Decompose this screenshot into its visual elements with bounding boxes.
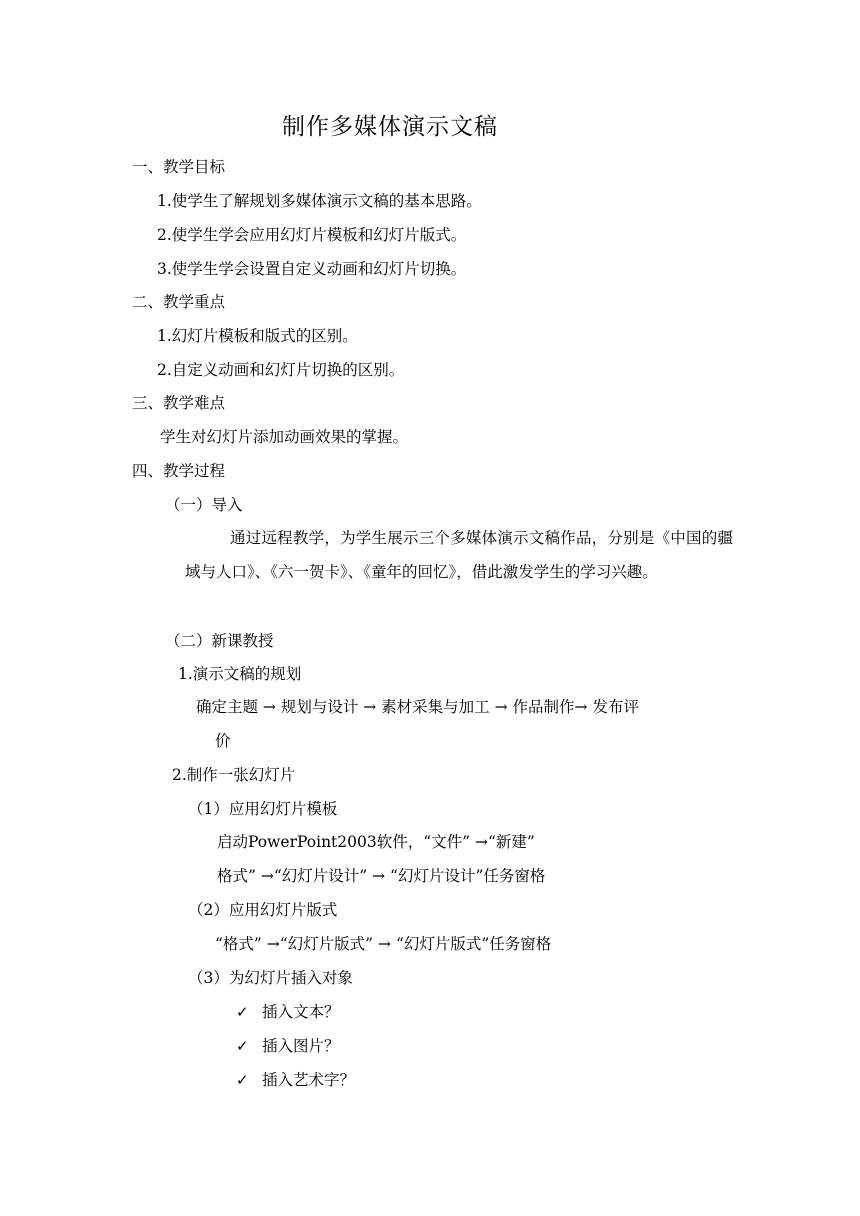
- insert-heading: （3）为幻灯片插入对象: [188, 969, 353, 987]
- insert-item-label: 插入图片？: [262, 1037, 340, 1055]
- layout-step-1: “格式” →“幻灯片版式” → “幻灯片版式”任务窗格: [215, 935, 552, 953]
- layout-heading: （2）应用幻灯片版式: [188, 901, 338, 919]
- key-point-item: 1.幻灯片模板和版式的区别。: [157, 327, 358, 345]
- planning-flow: [196, 690, 736, 758]
- planning-flow-main: 确定主题 → 规划与设计 → 素材采集与加工 → 作品制作→ 发布评: [196, 698, 639, 716]
- planning-heading: 1.演示文稿的规划: [178, 665, 302, 683]
- goal-item: 3.使学生学会设置自定义动画和幻灯片切换。: [157, 260, 467, 278]
- goal-item: 2.使学生学会应用幻灯片模板和幻灯片版式。: [157, 226, 467, 244]
- section-heading-process: 四、教学过程: [132, 462, 226, 480]
- document-title: 制作多媒体演示文稿: [282, 114, 498, 140]
- intro-paragraph: 通过远程教学，为学生展示三个多媒体演示文稿作品，分别是《中国的疆域与人口》、《六一贺卡》、《童年的回忆》，借此激发学生的学习兴趣。: [185, 529, 733, 581]
- check-icon: ✓: [236, 1003, 249, 1021]
- goal-item: 1.使学生了解规划多媒体演示文稿的基本思路。: [157, 192, 482, 210]
- difficulty-text: 学生对幻灯片添加动画效果的掌握。: [160, 428, 409, 446]
- insert-list-item: [236, 1002, 340, 1022]
- insert-item-label: 插入文本？: [262, 1003, 340, 1021]
- key-point-item: 2.自定义动画和幻灯片切换的区别。: [157, 361, 405, 379]
- section-heading-difficulties: 三、教学难点: [132, 394, 226, 412]
- section-heading-key-points: 二、教学重点: [132, 293, 226, 311]
- make-slide-heading: 2.制作一张幻灯片: [172, 766, 296, 784]
- template-step-2: 格式” →“幻灯片设计” → “幻灯片设计”任务窗格: [217, 867, 546, 885]
- insert-list-item: [236, 1070, 355, 1090]
- section-heading-goals: 一、教学目标: [132, 158, 226, 176]
- planning-flow-continuation: 价: [215, 732, 231, 750]
- subsection-heading-intro: （一）导入: [165, 496, 243, 514]
- insert-item-label: 插入艺术字？: [262, 1071, 356, 1089]
- template-heading: （1）应用幻灯片模板: [188, 800, 338, 818]
- template-step-1: 启动PowerPoint2003软件，“文件” →“新建”: [217, 833, 535, 851]
- subsection-heading-new-lesson: （二）新课教授: [165, 632, 274, 650]
- check-icon: ✓: [236, 1037, 249, 1055]
- insert-list-item: [236, 1036, 340, 1056]
- check-icon: ✓: [236, 1071, 249, 1089]
